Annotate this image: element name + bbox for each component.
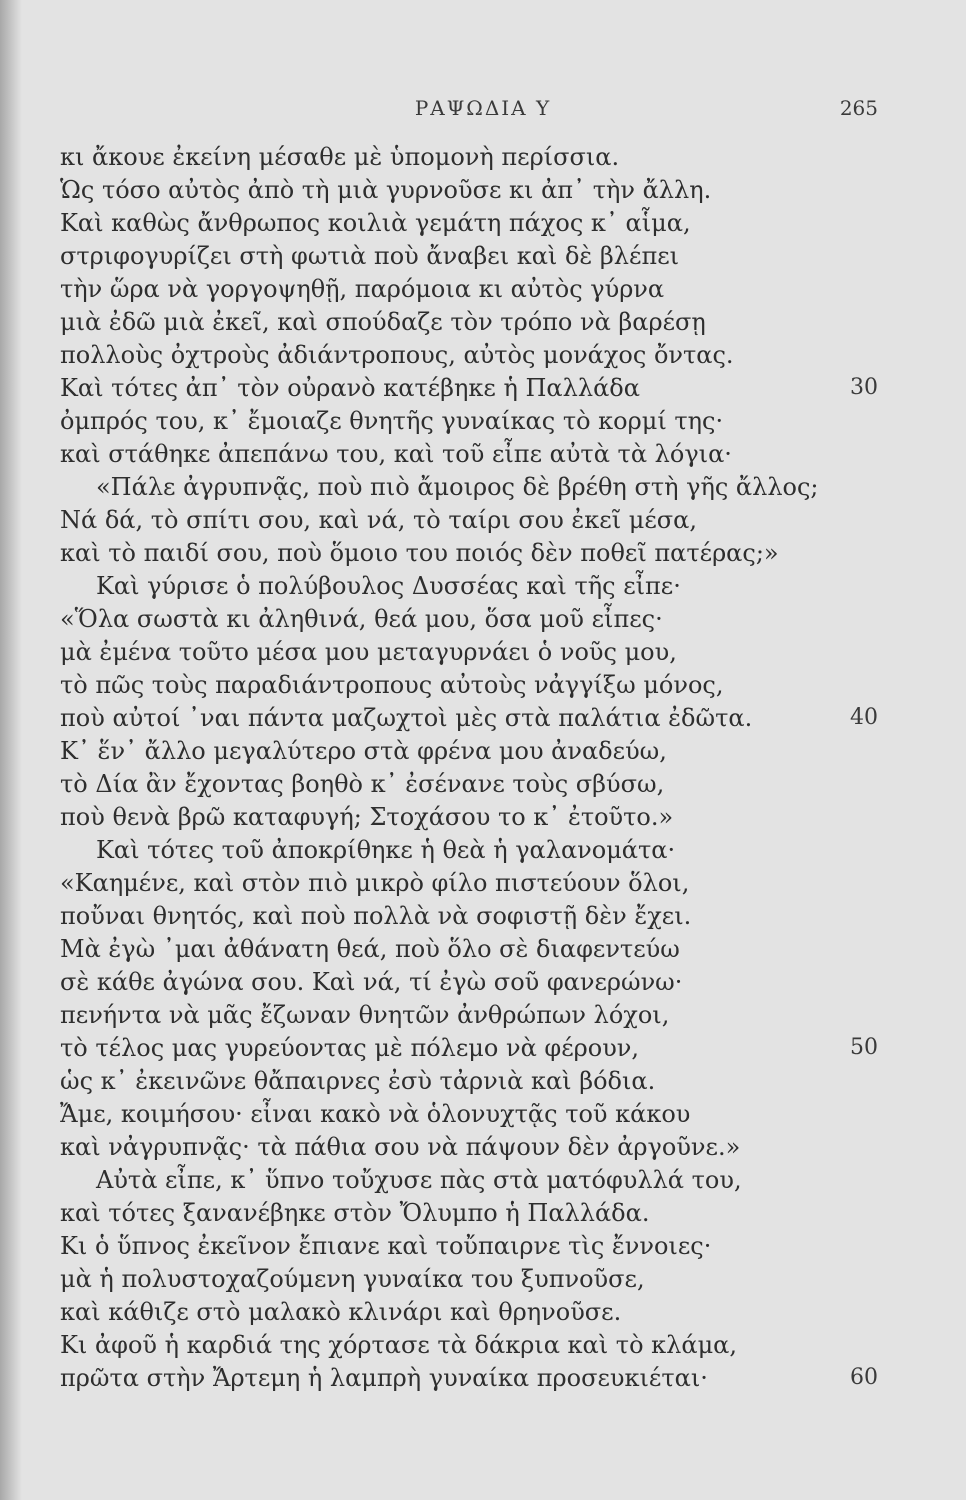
verse-line: Αὐτὰ εἶπε, κ᾽ ὕπνο τοὔχυσε πὰς στὰ ματόφυλλά του, [96,1166,742,1194]
verse-line: «Πάλε ἀγρυπνᾷς, ποὺ πιὸ ἄμοιρος δὲ βρέθη στὴ γῆς ἄλλος; [96,473,819,501]
verse-line: ὡς κ᾽ ἐκεινῶνε θἄπαιρνες ἐσὺ τἀρνιὰ καὶ βόδια. [60,1067,656,1095]
verse-line: μὰ ἡ πολυστοχαζούμενη γυναίκα του ξυπνοῦσε, [60,1265,645,1293]
running-header: ΡΑΨΩΔΙΑ Υ [414,96,552,120]
verse-line: καὶ τὸ παιδί σου, ποὺ ὅμοιο του ποιός δὲν ποθεῖ πατέρας;» [60,539,779,567]
verse-line: πρῶτα στὴν Ἄρτεμη ἡ λαμπρὴ γυναίκα προσευκιέται· [60,1364,708,1392]
binding-shadow [0,0,22,1500]
verse-line: Καὶ καθὼς ἄνθρωπος κοιλιὰ γεμάτη πάχος κ᾽ αἷμα, [60,209,691,237]
verse-line: ποὺ αὐτοί ᾽ναι πάντα μαζωχτοὶ μὲς στὰ παλάτια ἐδῶτα. [60,704,753,732]
verse-line: Ἄμε, κοιμήσου· εἶναι κακὸ νὰ ὁλονυχτᾷς τοῦ κάκου [60,1100,691,1128]
verse-line: Νά δά, τὸ σπίτι σου, καὶ νά, τὸ ταίρι σου ἐκεῖ μέσα, [60,506,698,534]
verse-line: τὸ Δία ἂν ἔχοντας βοηθὸ κ᾽ ἐσένανε τοὺς σβύσω, [60,770,665,798]
page-number: 265 [839,96,878,120]
verse-line: Κι ἀφοῦ ἡ καρδιά της χόρτασε τὰ δάκρια καὶ τὸ κλάμα, [60,1331,738,1359]
verse-line: καὶ κάθιζε στὸ μαλακὸ κλινάρι καὶ θρηνοῦσε. [60,1298,622,1326]
line-number: 50 [850,1035,878,1060]
verse-line: Καὶ γύρισε ὁ πολύβουλος Δυσσέας καὶ τῆς εἶπε· [96,572,681,600]
verse-line: ὀμπρός του, κ᾽ ἔμοιαζε θνητῆς γυναίκας τὸ κορμί της· [60,407,724,435]
verse-line: καὶ νἀγρυπνᾷς· τὰ πάθια σου νὰ πάψουν δὲν ἀργοῦνε.» [60,1133,741,1161]
verse-line: καὶ στάθηκε ἀπεπάνω του, καὶ τοῦ εἶπε αὐτὰ τὰ λόγια· [60,440,732,468]
verse-line: κι ἄκουε ἐκείνη μέσαθε μὲ ὑπομονὴ περίσσια. [60,143,620,171]
line-number: 60 [850,1365,878,1390]
verse-line: τὸ πῶς τοὺς παραδιάντροπους αὐτοὺς νἀγγίξω μόνος, [60,671,724,699]
verse-line: τὴν ὥρα νὰ γοργοψηθῇ, παρόμοια κι αὐτὸς γύρνα [60,275,665,303]
verse-line: Καὶ τότες τοῦ ἀποκρίθηκε ἡ θεὰ ἡ γαλανομάτα· [96,836,676,864]
verse-line: μὰ ἐμένα τοῦτο μέσα μου μεταγυρνάει ὁ νοῦς μου, [60,638,677,666]
verse-line: Κ᾽ ἕν᾽ ἄλλο μεγαλύτερο στὰ φρένα μου ἀναδεύω, [60,737,667,765]
verse-line: ποὔναι θνητός, καὶ ποὺ πολλὰ νὰ σοφιστῇ δὲν ἔχει. [60,902,692,930]
verse-line: σὲ κάθε ἀγώνα σου. Καὶ νά, τί ἐγὼ σοῦ φανερώνω· [60,968,683,996]
line-number: 30 [850,375,878,400]
verse-line: Μὰ ἐγὼ ᾽μαι ἀθάνατη θεά, ποὺ ὅλο σὲ διαφεντεύω [60,935,680,963]
verse-line: ποὺ θενὰ βρῶ καταφυγή; Στοχάσου το κ᾽ ἐτοῦτο.» [60,803,674,831]
verse-line: «Ὅλα σωστὰ κι ἀληθινά, θεά μου, ὅσα μοῦ εἶπες· [60,605,663,633]
verse-line: «Καημένε, καὶ στὸν πιὸ μικρὸ φίλο πιστεύουν ὅλοι, [60,869,690,897]
line-number: 40 [850,705,878,730]
verse-line: πενήντα νὰ μᾶς ἔζωναν θνητῶν ἀνθρώπων λόχοι, [60,1001,670,1029]
verse-line: Καὶ τότες ἀπ᾽ τὸν οὐρανὸ κατέβηκε ἡ Παλλάδα [60,374,640,402]
verse-line: τὸ τέλος μας γυρεύοντας μὲ πόλεμο νὰ φέρουν, [60,1034,640,1062]
verse-line: καὶ τότες ξανανέβηκε στὸν Ὄλυμπο ἡ Παλλάδα. [60,1199,650,1227]
verse-line: Κι ὁ ὕπνος ἐκεῖνον ἔπιανε καὶ τοὔπαιρνε τὶς ἔννοιες· [60,1232,712,1260]
verse-line: Ὡς τόσο αὐτὸς ἀπὸ τὴ μιὰ γυρνοῦσε κι ἀπ᾽ τὴν ἄλλη. [60,176,712,204]
verse-line: μιὰ ἐδῶ μιὰ ἐκεῖ, καὶ σπούδαζε τὸν τρόπο νὰ βαρέσῃ [60,308,706,336]
verse-line: στριφογυρίζει στὴ φωτιὰ ποὺ ἄναβει καὶ δὲ βλέπει [60,242,680,270]
verse-line: πολλοὺς ὀχτροὺς ἀδιάντροπους, αὐτὸς μονάχος ὄντας. [60,341,734,369]
